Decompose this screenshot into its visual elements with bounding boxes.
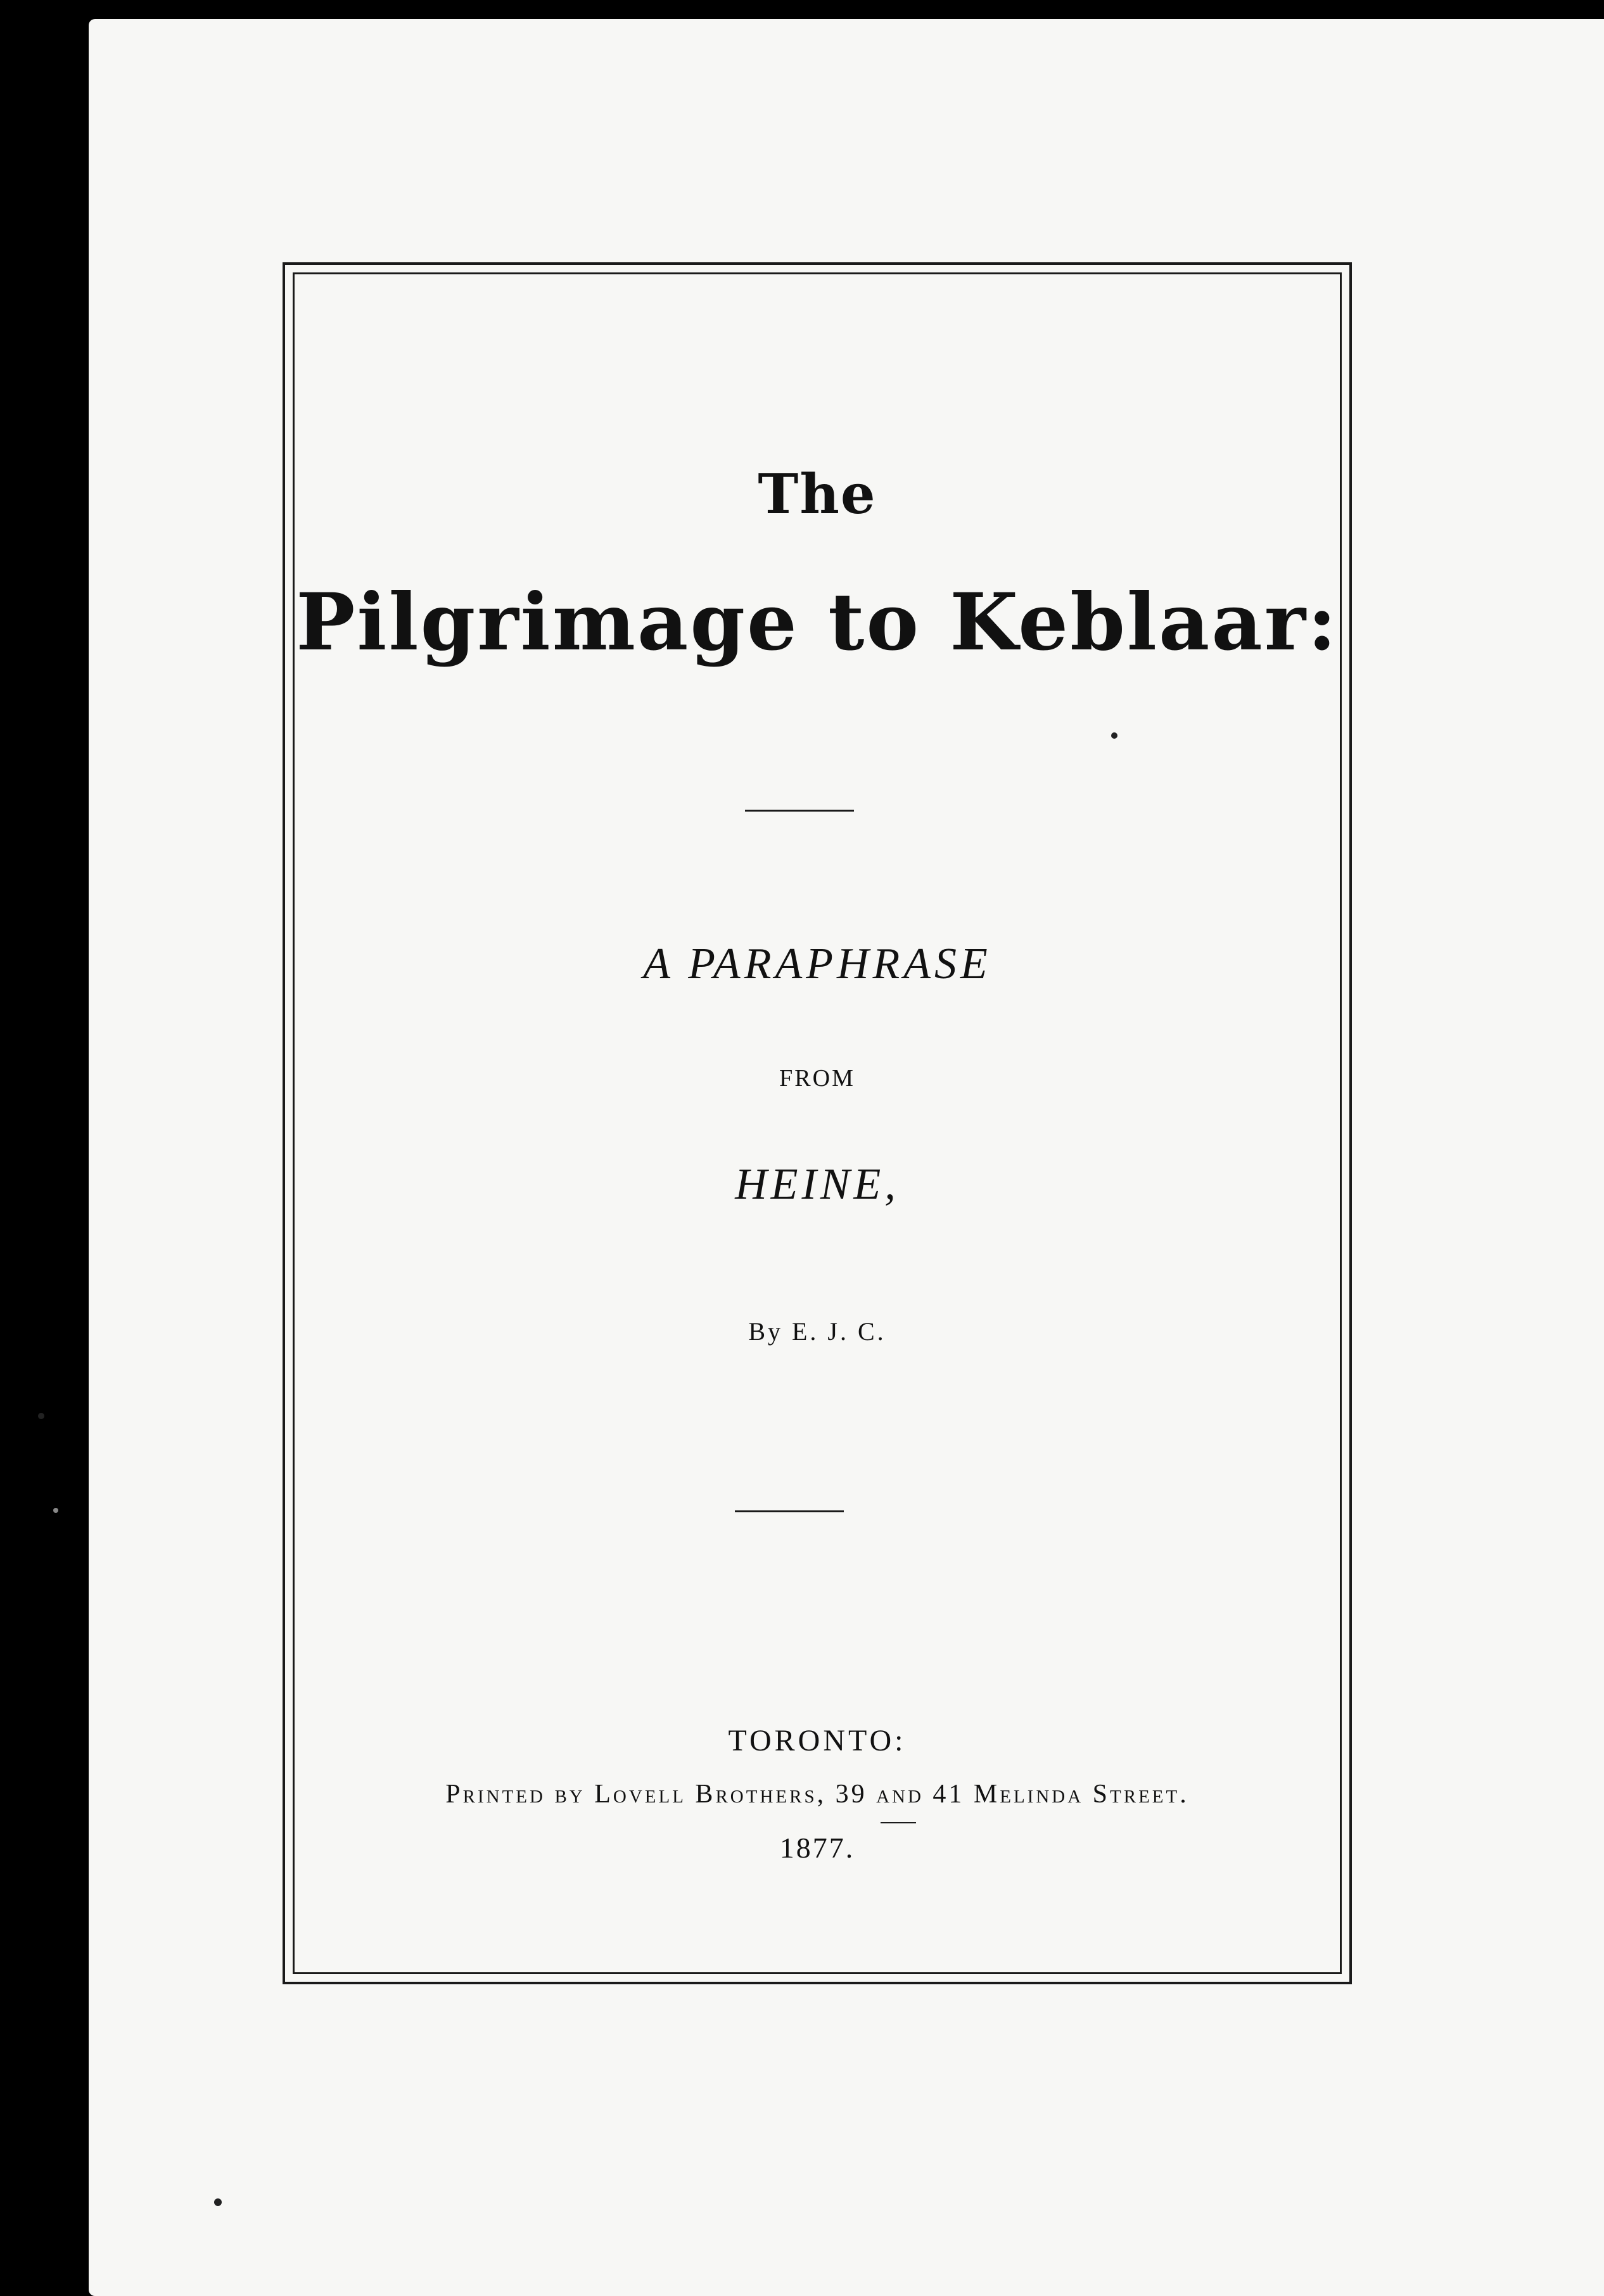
imprint-year: 1877. <box>779 1832 855 1864</box>
title-page-content <box>293 272 1342 1974</box>
divider-rule <box>745 810 854 812</box>
byline: By E. J. C. <box>748 1317 886 1346</box>
scanned-page <box>89 19 1604 2296</box>
title-line-1: The <box>758 462 877 526</box>
small-divider-rule <box>881 1822 916 1823</box>
scan-speck <box>214 2198 222 2206</box>
scan-speck <box>38 1413 44 1419</box>
scan-speck <box>53 1508 58 1513</box>
author-name: HEINE, <box>735 1160 900 1209</box>
imprint-printer: Printed by Lovell Brothers, 39 and 41 Melinda Street. <box>445 1780 1189 1809</box>
subtitle: A PARAPHRASE <box>643 940 991 988</box>
from-label: FROM <box>779 1065 855 1092</box>
divider-rule <box>735 1510 844 1512</box>
scan-speck <box>1111 732 1117 739</box>
imprint-city: TORONTO: <box>728 1724 907 1757</box>
main-title: Pilgrimage to Keblaar: <box>296 577 1339 668</box>
